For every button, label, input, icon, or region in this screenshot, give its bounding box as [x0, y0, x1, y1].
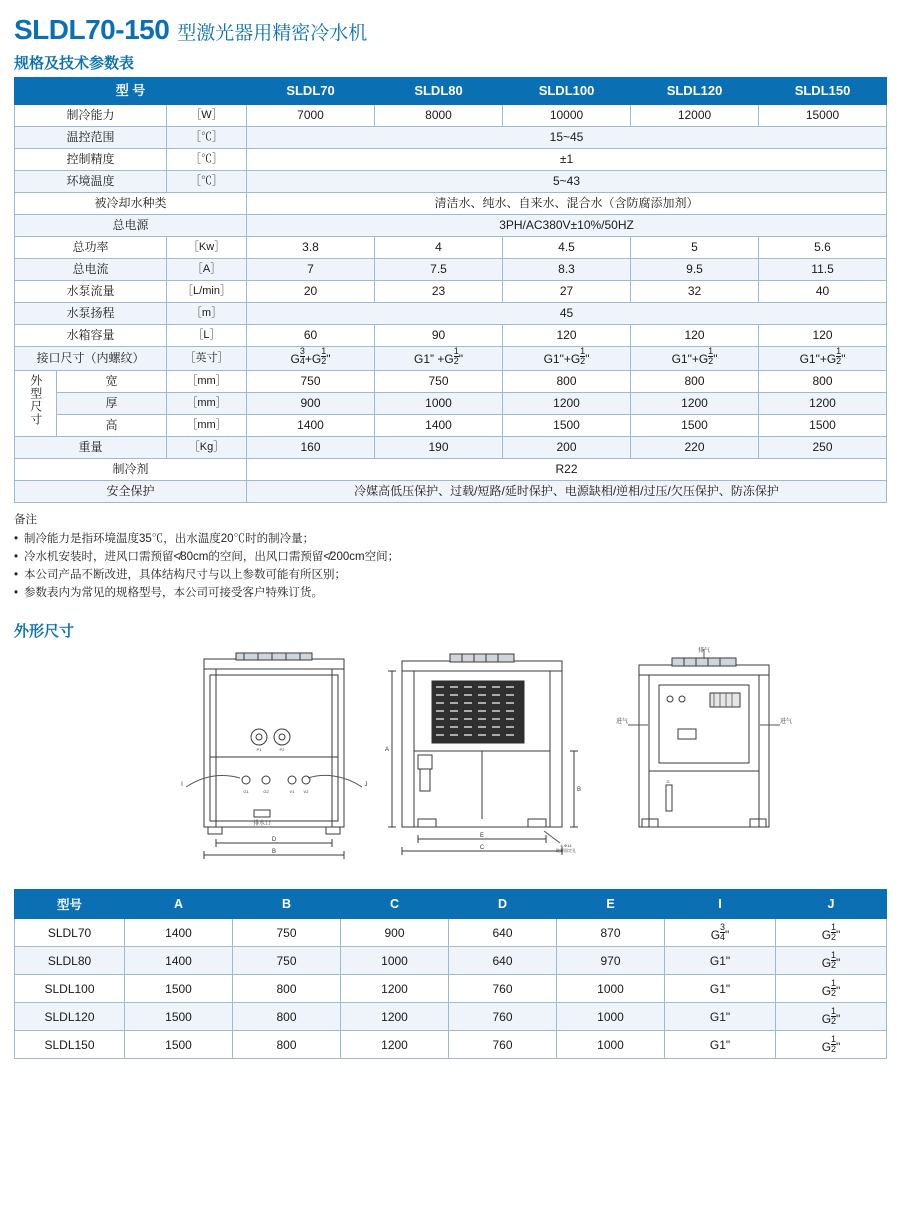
spec-value: 1000 [375, 393, 503, 415]
dim-i: G1 " [665, 975, 776, 1003]
thread-suffix: " [326, 352, 331, 366]
spec-unit: ［W］ [167, 105, 247, 127]
table-row [15, 105, 887, 127]
spec-label: 水泵流量 [15, 281, 167, 303]
drawings-area [14, 647, 886, 879]
table-row [15, 371, 887, 393]
spec-value: 1400 [247, 415, 375, 437]
spec-value: 1200 [503, 393, 631, 415]
thread-suffix: " [585, 352, 590, 366]
svg-text:V1: V1 [289, 789, 295, 794]
thread-fraction-1: $\frac{3}{4}$ [299, 346, 305, 366]
dim-header-a: A [125, 890, 233, 919]
spec-value: 200 [503, 437, 631, 459]
dim-model: SLDL70 [15, 919, 125, 947]
table-row [15, 281, 887, 303]
dim-c: 1200 [341, 1031, 449, 1059]
spec-unit: ［L］ [167, 325, 247, 347]
spec-value: 7.5 [375, 259, 503, 281]
spec-unit: ［mm］ [167, 415, 247, 437]
spec-value: 40 [759, 281, 887, 303]
table-row [15, 237, 887, 259]
thread-fraction-2: $\frac{1}{2}$ [453, 346, 459, 366]
spec-section-title: 规格及技术参数表 [14, 55, 135, 72]
spec-value: 5.6 [759, 237, 887, 259]
page-title-model: SLDL70-150 [14, 14, 170, 45]
dim-header-model: 型号 [15, 890, 125, 919]
table-row [15, 459, 887, 481]
dim-i: G1 " [665, 1003, 776, 1031]
spec-value: 800 [631, 371, 759, 393]
dim-header-c: C [341, 890, 449, 919]
spec-value: 750 [375, 371, 503, 393]
spec-value-thread [375, 347, 503, 371]
exhaust-label: 排气 [697, 648, 711, 654]
dim-j: G $\frac{1}{2}$ " [776, 947, 887, 975]
svg-text:G: G [666, 779, 670, 784]
table-row [15, 325, 887, 347]
spec-label: 被冷却水种类 [15, 193, 247, 215]
svg-text:P1: P1 [256, 747, 262, 752]
spec-label: 制冷能力 [15, 105, 167, 127]
dim-a: 1400 [125, 919, 233, 947]
svg-text:V2: V2 [303, 789, 309, 794]
spec-value: 220 [631, 437, 759, 459]
dim-header-d: D [449, 890, 557, 919]
list-item: • 制冷能力是指环境温度35℃，出水温度20℃时的制冷量； [14, 530, 886, 548]
dim-d: 640 [449, 947, 557, 975]
spec-value: 1500 [631, 415, 759, 437]
table-row [15, 975, 887, 1003]
dim-b: 750 [233, 947, 341, 975]
spec-header-sldl70: SLDL70 [247, 78, 375, 105]
thread-fraction-2: $\frac{1}{2}$ [836, 346, 842, 366]
spec-value: 5 [631, 237, 759, 259]
spec-header-model: 型 号 [15, 78, 247, 105]
dim-b: 800 [233, 975, 341, 1003]
spec-value: 4.5 [503, 237, 631, 259]
dim-a: 1500 [125, 1031, 233, 1059]
spec-value-thread [631, 347, 759, 371]
dim-e-label: E [479, 833, 485, 839]
dim-i-label: I [181, 782, 183, 788]
spec-value: 900 [247, 393, 375, 415]
spec-label: 水箱容量 [15, 325, 167, 347]
dim-header-b: B [233, 890, 341, 919]
remarks-title: 备注 [14, 514, 37, 526]
thread-prefix: G1” +G [414, 352, 454, 366]
spec-label: 温控范围 [15, 127, 167, 149]
spec-table [14, 77, 887, 503]
dimension-table [14, 889, 887, 1059]
spec-unit: ［m］ [167, 303, 247, 325]
dim-i: G1 " [665, 947, 776, 975]
spec-header-sldl100: SLDL100 [503, 78, 631, 105]
spec-value: 冷媒高低压保护、过载/短路/延时保护、电源缺相/逆相/过压/欠压保护、防冻保护 [247, 481, 887, 503]
dim-header-e: E [557, 890, 665, 919]
dim-a: 1500 [125, 1003, 233, 1031]
spec-value: 7000 [247, 105, 375, 127]
dim-c: 1200 [341, 1003, 449, 1031]
spec-value: 90 [375, 325, 503, 347]
spec-label: 水泵扬程 [15, 303, 167, 325]
thread-suffix: " [841, 352, 846, 366]
spec-value: 1200 [631, 393, 759, 415]
intake-label-right: 进气 [779, 719, 793, 725]
table-row [15, 347, 887, 371]
dim-c-label: C [479, 845, 485, 851]
table-row [15, 919, 887, 947]
spec-value: 190 [375, 437, 503, 459]
spec-label: 厚 [57, 393, 167, 415]
anchor-note-1: 4-Φ14 [560, 843, 572, 848]
spec-value: 8000 [375, 105, 503, 127]
spec-unit: ［Kw］ [167, 237, 247, 259]
spec-value: 800 [759, 371, 887, 393]
drawing-rear-view [604, 647, 804, 877]
anchor-note-2: 地脚固定孔 [556, 848, 576, 853]
spec-value-thread [759, 347, 887, 371]
dim-j: G $\frac{1}{2}$ " [776, 1031, 887, 1059]
intake-label-left: 进气 [615, 719, 629, 725]
spec-label: 安全保护 [15, 481, 247, 503]
spec-value: 60 [247, 325, 375, 347]
spec-value: 120 [503, 325, 631, 347]
spec-value: 1400 [375, 415, 503, 437]
dim-e: 1000 [557, 975, 665, 1003]
table-row [15, 259, 887, 281]
dim-header-i: I [665, 890, 776, 919]
spec-value: 8.3 [503, 259, 631, 281]
dim-e: 1000 [557, 1003, 665, 1031]
spec-value: 清洁水、纯水、自来水、混合水（含防腐添加剂） [247, 193, 887, 215]
dim-model: SLDL120 [15, 1003, 125, 1031]
spec-value: 250 [759, 437, 887, 459]
list-item: • 参数表内为常见的规格型号，本公司可接受客户特殊订货。 [14, 584, 886, 602]
spec-value: 15~45 [247, 127, 887, 149]
spec-header-sldl150: SLDL150 [759, 78, 887, 105]
spec-value-thread [247, 347, 375, 371]
dim-d: 760 [449, 975, 557, 1003]
table-row [15, 393, 887, 415]
dim-d: 760 [449, 1003, 557, 1031]
spec-value: 12000 [631, 105, 759, 127]
spec-label: 制冷剂 [15, 459, 247, 481]
dim-c: 900 [341, 919, 449, 947]
spec-value: 800 [503, 371, 631, 393]
spec-label: 宽 [57, 371, 167, 393]
spec-unit: ［A］ [167, 259, 247, 281]
spec-value: 7 [247, 259, 375, 281]
table-row [15, 1003, 887, 1031]
spec-value-thread [503, 347, 631, 371]
dim-e: 970 [557, 947, 665, 975]
table-row [15, 149, 887, 171]
spec-value: 3PH/AC380V±10%/50HZ [247, 215, 887, 237]
svg-text:G1: G1 [243, 789, 249, 794]
dim-header-j: J [776, 890, 887, 919]
spec-value: ±1 [247, 149, 887, 171]
table-row [15, 947, 887, 975]
dim-c: 1000 [341, 947, 449, 975]
spec-value: 1200 [759, 393, 887, 415]
dim-i: G $\frac{3}{4}$ " [665, 919, 776, 947]
table-row [15, 1031, 887, 1059]
spec-label: 总电源 [15, 215, 247, 237]
spec-value: 9.5 [631, 259, 759, 281]
spec-header-sldl120: SLDL120 [631, 78, 759, 105]
spec-value: 32 [631, 281, 759, 303]
spec-label: 总电流 [15, 259, 167, 281]
spec-unit: ［℃］ [167, 171, 247, 193]
spec-value: 45 [247, 303, 887, 325]
page-title-rest: 型激光器用精密冷水机 [177, 23, 368, 44]
spec-unit: ［英寸］ [167, 347, 247, 371]
table-row [15, 415, 887, 437]
list-item: • 冷水机安装时，进风口需预留≮80cm的空间，出风口需预留≮200cm空间； [14, 548, 886, 566]
table-row [15, 215, 887, 237]
spec-header-row [15, 78, 887, 105]
dim-model: SLDL150 [15, 1031, 125, 1059]
dim-c: 1200 [341, 975, 449, 1003]
thread-fraction-2: $\frac{1}{2}$ [321, 346, 327, 366]
table-row [15, 171, 887, 193]
spec-value: 27 [503, 281, 631, 303]
spec-unit: ［mm］ [167, 371, 247, 393]
dim-header-row [15, 890, 887, 919]
dim-d: 760 [449, 1031, 557, 1059]
spec-label: 重量 [15, 437, 167, 459]
spec-value: R22 [247, 459, 887, 481]
dim-j-label: J [364, 782, 368, 788]
thread-suffix: " [458, 352, 463, 366]
thread-fraction-2: $\frac{1}{2}$ [708, 346, 714, 366]
spec-unit: ［Kg］ [167, 437, 247, 459]
spec-label: 接口尺寸（内螺纹） [15, 347, 167, 371]
table-row [15, 437, 887, 459]
spec-unit: ［L/min］ [167, 281, 247, 303]
remarks-section [0, 503, 900, 602]
svg-text:P2: P2 [279, 747, 285, 752]
spec-header-sldl80: SLDL80 [375, 78, 503, 105]
spec-value: 23 [375, 281, 503, 303]
spec-table-wrap [0, 77, 900, 503]
spec-label: 环境温度 [15, 171, 167, 193]
svg-text:G2: G2 [263, 789, 269, 794]
dim-a: 1500 [125, 975, 233, 1003]
dim-model: SLDL80 [15, 947, 125, 975]
spec-label: 控制精度 [15, 149, 167, 171]
thread-fraction-2: $\frac{1}{2}$ [580, 346, 586, 366]
spec-value: 11.5 [759, 259, 887, 281]
dim-b: 750 [233, 919, 341, 947]
thread-prefix: G [290, 352, 300, 366]
dim-j: G $\frac{1}{2}$ " [776, 1003, 887, 1031]
spec-unit: ［℃］ [167, 127, 247, 149]
dim-b-label: B [271, 849, 277, 855]
spec-value: 1500 [503, 415, 631, 437]
dim-model: SLDL100 [15, 975, 125, 1003]
spec-value: 4 [375, 237, 503, 259]
dim-j: G $\frac{1}{2}$ " [776, 975, 887, 1003]
spec-value: 120 [631, 325, 759, 347]
spec-unit: ［mm］ [167, 393, 247, 415]
table-row [15, 193, 887, 215]
thread-prefix: G1"+G [799, 352, 837, 366]
spec-value: 1500 [759, 415, 887, 437]
spec-value: 10000 [503, 105, 631, 127]
dim-b-label: B [576, 787, 582, 793]
drain-label: 排水口 [252, 821, 272, 827]
spec-value: 5~43 [247, 171, 887, 193]
spec-value: 3.8 [247, 237, 375, 259]
spec-value: 20 [247, 281, 375, 303]
remarks-list [14, 530, 886, 602]
spec-value: 120 [759, 325, 887, 347]
dim-a: 1400 [125, 947, 233, 975]
dim-b: 800 [233, 1003, 341, 1031]
dim-j: G $\frac{1}{2}$ " [776, 919, 887, 947]
dim-e: 1000 [557, 1031, 665, 1059]
thread-mid: +G [304, 352, 322, 366]
list-item: • 本公司产品不断改进，具体结构尺寸与以上参数可能有所区别； [14, 566, 886, 584]
spec-label: 总功率 [15, 237, 167, 259]
spec-value: 750 [247, 371, 375, 393]
spec-group-label-dimensions: 外型尺寸 [15, 371, 57, 437]
drawing-front-view [174, 647, 374, 877]
drawing-side-view [374, 647, 589, 877]
table-row [15, 127, 887, 149]
drawings-section-title: 外形尺寸 [14, 623, 75, 640]
dim-d: 640 [449, 919, 557, 947]
dimension-table-wrap [0, 879, 900, 1059]
spec-label: 高 [57, 415, 167, 437]
table-row [15, 481, 887, 503]
dim-b: 800 [233, 1031, 341, 1059]
thread-prefix: G1"+G [543, 352, 581, 366]
thread-prefix: G1"+G [671, 352, 709, 366]
dim-d-label: D [271, 837, 277, 843]
thread-suffix: " [713, 352, 718, 366]
spec-value: 15000 [759, 105, 887, 127]
page-title [0, 0, 900, 46]
spec-unit: ［℃］ [167, 149, 247, 171]
dim-e: 870 [557, 919, 665, 947]
table-row [15, 303, 887, 325]
spec-value: 160 [247, 437, 375, 459]
dim-i: G1 " [665, 1031, 776, 1059]
dim-a-label: A [384, 747, 390, 753]
